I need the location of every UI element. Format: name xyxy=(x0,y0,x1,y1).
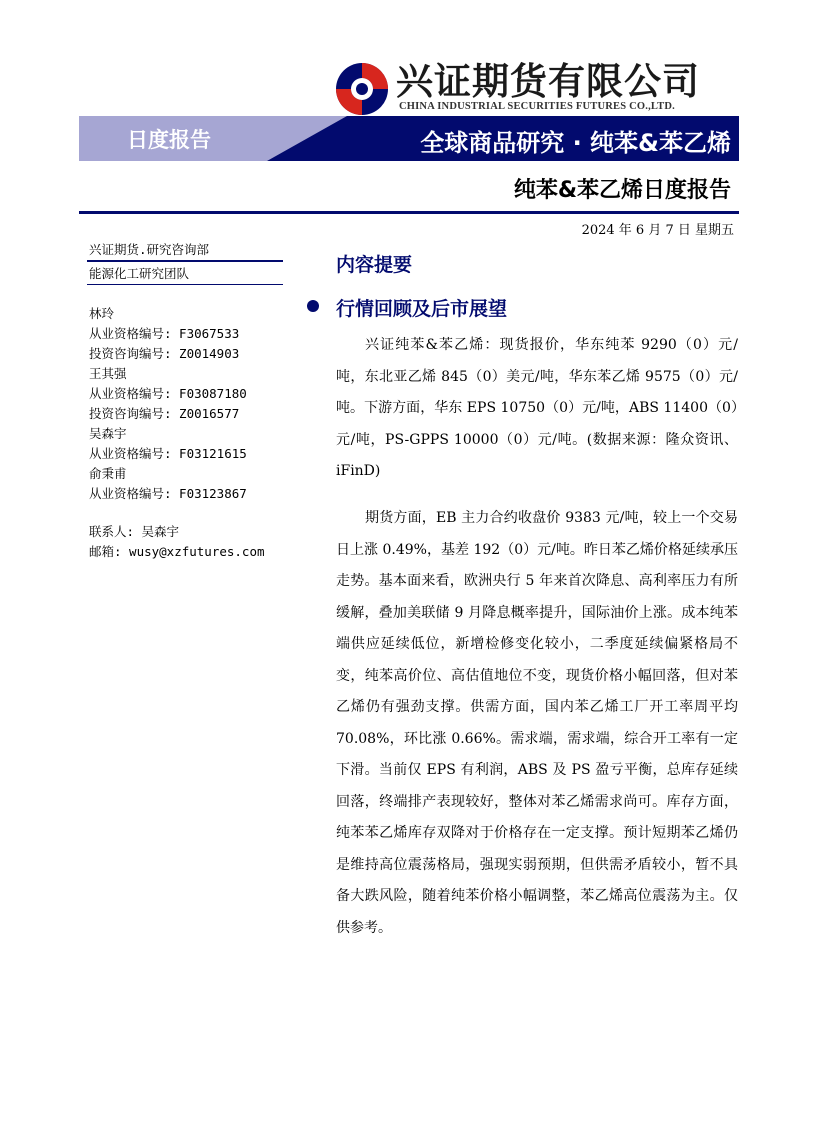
summary-heading: 内容提要 xyxy=(336,254,413,276)
qualification-number: 从业资格编号: F3067533 xyxy=(89,326,240,341)
contact-email: 邮箱: wusy@xzfutures.com xyxy=(89,544,265,559)
analyst-name: 俞秉甫 xyxy=(89,466,127,481)
analyst-name: 吴森宇 xyxy=(89,426,127,441)
department-name: 兴证期货.研究咨询部 xyxy=(89,242,210,257)
contact-person: 联系人: 吴森宇 xyxy=(89,524,180,539)
report-date: 2024 年 6 月 7 日 星期五 xyxy=(581,223,734,238)
consulting-number: 投资咨询编号: Z0014903 xyxy=(89,346,240,361)
report-type-label: 日度报告 xyxy=(127,128,211,152)
consulting-number: 投资咨询编号: Z0016577 xyxy=(89,406,240,421)
section-heading: 行情回顾及后市展望 xyxy=(336,298,508,320)
header-rule xyxy=(79,211,739,214)
analyst-name: 王其强 xyxy=(89,366,127,381)
company-name-cn: 兴证期货有限公司 xyxy=(396,60,700,103)
qualification-number: 从业资格编号: F03087180 xyxy=(89,386,247,401)
header-banner xyxy=(79,116,739,161)
market-outlook-paragraph: 期货方面，EB 主力合约收盘价 9383 元/吨，较上一个交易日上涨 0.49%，基差 192（0）元/吨。昨日苯乙烯价格延续承压走势。基本面来看，欧洲央行 5 年来首次降息、高利率压力有所缓解，叠加美联储 9 月降息概率提升，国际油价上涨。成本纯苯端供应延续低位，新增检修变化较小，二季度延续偏紧格局不变，纯苯高价位、高估值地位不变，现货价格小幅回落，但对苯乙烯仍有强劲支撑。供需方面，国内苯乙烯工厂开工率周平均 70.08%，环比涨 0.66%。需求端，需求端，综合开工率有一定下滑。当前仅 EPS 有利润，ABS 及 PS 盈亏平衡，总库存延续回落，终端排产表现较好，整体对苯乙烯需求尚可。库存方面，纯苯苯乙烯库存双降对于价格存在一定支撑。预计短期苯乙烯仍是维持高位震荡格局，强现实弱预期，但供需矛盾较小，暂不具备大跌风险，随着纯苯价格小幅调整，苯乙烯高位震荡为主。仅供参考。 xyxy=(336,510,738,936)
research-category-label: 全球商品研究 · 纯苯&苯乙烯 xyxy=(420,129,731,157)
analyst-name: 林玲 xyxy=(89,306,115,321)
company-name-en: CHINA INDUSTRIAL SECURITIES FUTURES CO.,LTD. xyxy=(399,101,675,112)
company-logo xyxy=(333,60,733,118)
sidebar-rule-thin xyxy=(87,284,283,285)
company-emblem-icon xyxy=(333,60,391,118)
market-spot-paragraph: 兴证纯苯&苯乙烯：现货报价，华东纯苯 9290（0）元/吨，东北亚乙烯 845（0）美元/吨，华东苯乙烯 9575（0）元/吨。下游方面，华东 EPS 10750（0）元/吨，ABS 11400（0）元/吨，PS-GPPS 10000（0）元/吨。(数据来源：隆众资讯、iFinD) xyxy=(336,337,738,479)
sidebar-rule xyxy=(87,260,283,262)
team-name: 能源化工研究团队 xyxy=(89,266,190,281)
qualification-number: 从业资格编号: F03121615 xyxy=(89,446,247,461)
qualification-number: 从业资格编号: F03123867 xyxy=(89,486,247,501)
report-title: 纯苯&苯乙烯日度报告 xyxy=(513,178,731,203)
bullet-icon xyxy=(307,300,319,312)
banner-divider xyxy=(267,116,347,161)
